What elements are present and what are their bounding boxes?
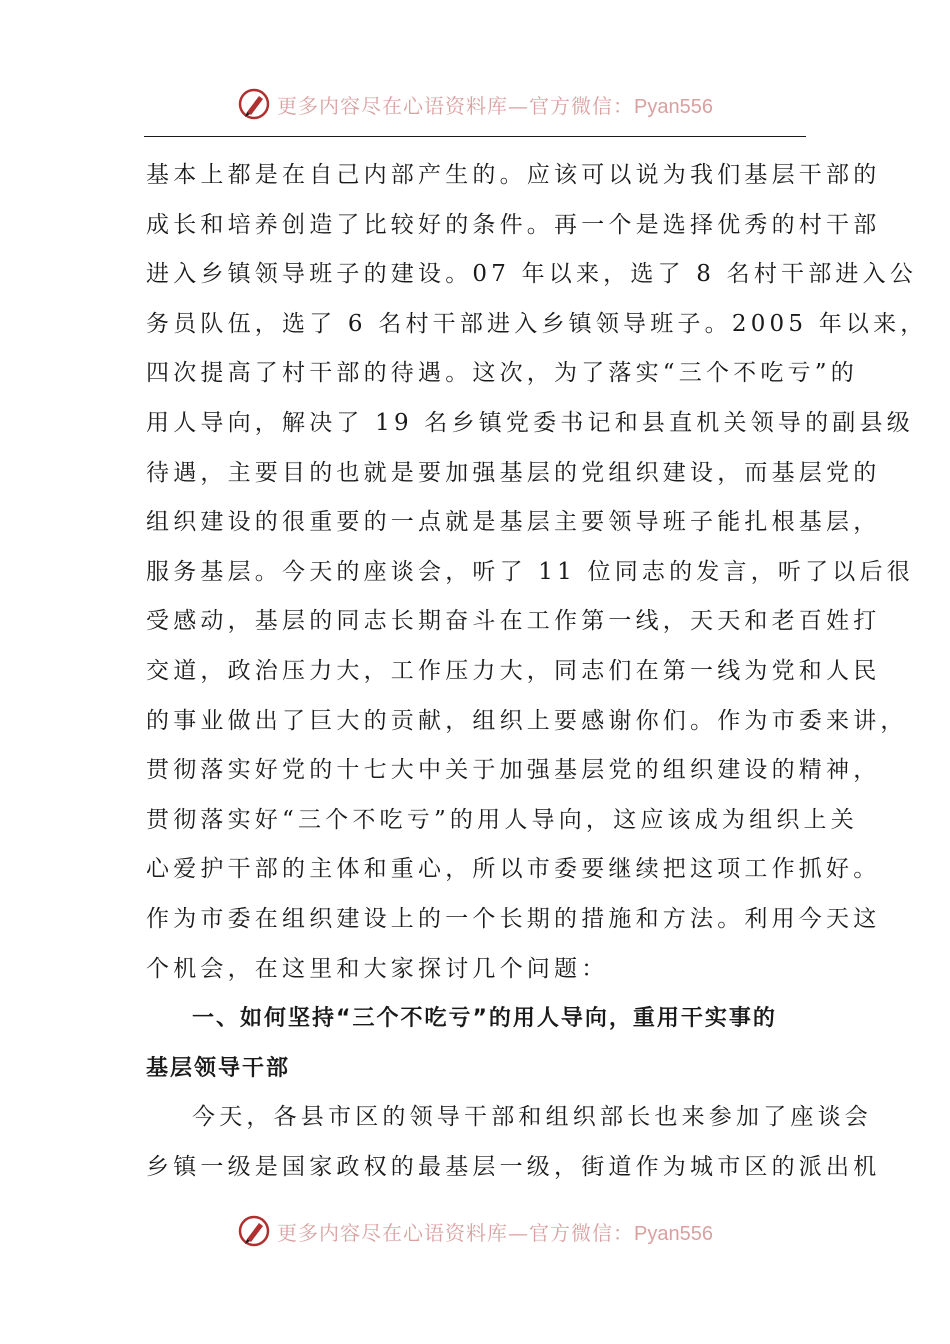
text-line: 组织建设的很重要的一点就是基层主要领导班子能扎根基层，: [146, 509, 881, 536]
footer-banner: [0, 1211, 950, 1251]
text-line: 成长和培养创造了比较好的条件。再一个是选择优秀的村干部: [146, 211, 881, 238]
text-line: 交道，政治压力大，工作压力大，同志们在第一线为党和人民: [146, 657, 881, 684]
text-line: 心爱护干部的主体和重心，所以市委要继续把这项工作抓好。: [146, 856, 881, 883]
text-line: 的事业做出了巨大的贡献，组织上要感谢你们。作为市委来讲，: [146, 707, 908, 734]
header-banner: [0, 84, 950, 124]
pen-logo-icon: [237, 1214, 271, 1248]
section-heading: 一、如何坚持“三个不吃亏”的用人导向，重用干实事的: [192, 1006, 777, 1032]
text-line: 基本上都是在自己内部产生的。应该可以说为我们基层干部的: [146, 162, 881, 188]
section-heading-continued: 基层领导干部: [146, 1055, 291, 1081]
text-line: 用人导向，解决了 19 名乡镇党委书记和县直机关领导的副县级: [146, 409, 914, 436]
text-line: 今天，各县市区的领导干部和组织部长也来参加了座谈会: [192, 1104, 872, 1131]
text-line: 务员队伍，选了 6 名村干部进入乡镇领导班子。2005 年以来，: [146, 310, 928, 337]
banner-text: 更多内容尽在心语资料库—官方微信：Pyan556: [277, 93, 713, 118]
text-line: 受感动，基层的同志长期奋斗在工作第一线，天天和老百姓打: [146, 608, 881, 635]
document-body: [146, 151, 928, 1192]
text-line: 待遇，主要目的也就是要加强基层的党组织建设，而基层党的: [146, 459, 881, 486]
text-line: 个机会，在这里和大家探讨几个问题：: [146, 955, 609, 982]
text-line: 贯彻落实好党的十七大中关于加强基层党的组织建设的精神，: [146, 757, 881, 784]
text-line: 进入乡镇领导班子的建设。07 年以来，选了 8 名村干部进入公: [146, 261, 918, 288]
text-line: 乡镇一级是国家政权的最基层一级，街道作为城市区的派出机: [146, 1153, 881, 1180]
banner-text: 更多内容尽在心语资料库—官方微信：Pyan556: [277, 1220, 713, 1245]
text-line: 贯彻落实好“三个不吃亏”的用人导向，这应该成为组织上关: [146, 806, 858, 833]
pen-logo-icon: [237, 87, 271, 121]
text-line: 四次提高了村干部的待遇。这次，为了落实“三个不吃亏”的: [146, 360, 858, 387]
header-divider: [144, 136, 806, 137]
text-line: 作为市委在组织建设上的一个长期的措施和方法。利用今天这: [146, 905, 881, 932]
text-line: 服务基层。今天的座谈会，听了 11 位同志的发言，听了以后很: [146, 558, 914, 585]
